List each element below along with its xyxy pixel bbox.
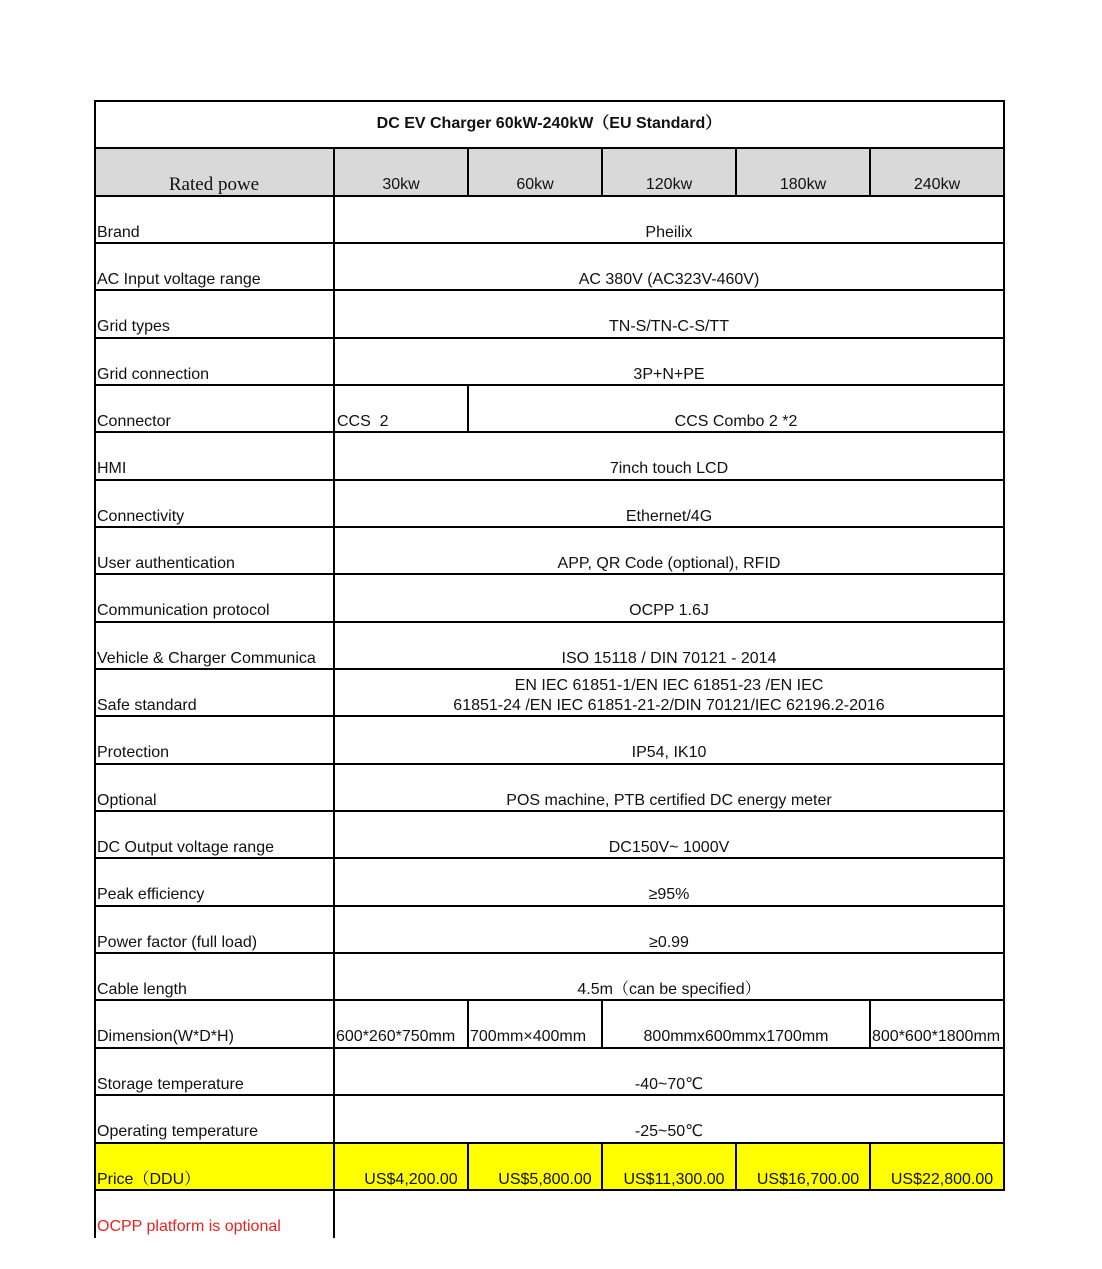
grid-line <box>94 763 1004 765</box>
row-label-power-factor: Power factor (full load) <box>97 934 258 951</box>
row-label-grid-connection: Grid connection <box>97 366 210 383</box>
grid-line <box>601 148 603 196</box>
row-label-connectivity: Connectivity <box>97 508 185 525</box>
grid-line <box>94 337 1004 339</box>
grid-line <box>94 1094 1004 1096</box>
safe-standard-line-2: 61851-24 /EN IEC 61851-21-2/DIN 70121/IEC 62196.2-2016 <box>453 697 885 714</box>
grid-line <box>467 385 469 433</box>
row-value-optional: POS machine, PTB certified DC energy meter <box>506 792 832 809</box>
grid-line <box>94 479 1004 481</box>
grid-line <box>94 100 1004 102</box>
row-value-peak-efficiency: ≥95% <box>648 886 690 903</box>
row-value-grid-connection: 3P+N+PE <box>633 366 705 383</box>
row-label-operating-temp: Operating temperature <box>97 1123 258 1140</box>
grid-line <box>333 148 335 1238</box>
power-60kw-header: 60kw <box>516 176 554 193</box>
grid-line <box>94 573 1004 575</box>
rated-power-header: Rated powe <box>168 174 260 195</box>
row-label-brand: Brand <box>97 224 140 241</box>
row-label-vehicle-comm: Vehicle & Charger Communica <box>97 650 316 667</box>
row-value-dimension-240kw: 800*600*1800mm <box>872 1028 1001 1045</box>
row-label-price: Price（DDU） <box>97 1171 201 1188</box>
row-label-grid-types: Grid types <box>97 318 170 335</box>
power-180kw-header: 180kw <box>779 176 827 193</box>
power-30kw-header: 30kw <box>382 176 420 193</box>
row-value-connector-rest: CCS Combo 2 *2 <box>674 413 798 430</box>
row-value-ac-input: AC 380V (AC323V-460V) <box>578 271 760 288</box>
ocpp-note: OCPP platform is optional <box>97 1218 281 1235</box>
grid-line <box>94 147 1004 149</box>
row-label-optional: Optional <box>97 792 157 809</box>
grid-line <box>94 668 1004 670</box>
row-label-peak-efficiency: Peak efficiency <box>97 886 205 903</box>
grid-line <box>869 1000 871 1048</box>
grid-line <box>94 195 1004 197</box>
grid-line <box>94 905 1004 907</box>
grid-line <box>94 242 1004 244</box>
row-value-comm-protocol: OCPP 1.6J <box>629 602 709 619</box>
grid-line <box>94 431 1004 433</box>
row-value-cable-length: 4.5m（can be specified） <box>577 981 761 998</box>
grid-line <box>94 1142 1004 1144</box>
row-value-dc-output: DC150V~ 1000V <box>608 839 730 856</box>
spec-table <box>94 100 1004 1238</box>
row-value-dimension-30kw: 600*260*750mm <box>336 1028 456 1045</box>
row-label-dc-output: DC Output voltage range <box>97 839 274 856</box>
power-120kw-header: 120kw <box>645 176 693 193</box>
grid-line <box>601 1143 603 1191</box>
row-value-power-factor: ≥0.99 <box>649 934 689 951</box>
grid-line <box>735 148 737 196</box>
row-value-grid-types: TN-S/TN-C-S/TT <box>609 318 729 335</box>
price-240kw: US$22,800.00 <box>890 1171 994 1188</box>
price-120kw: US$11,300.00 <box>623 1171 725 1188</box>
grid-line <box>467 148 469 196</box>
row-value-user-auth: APP, QR Code (optional), RFID <box>557 555 781 572</box>
row-label-dimension: Dimension(W*D*H) <box>97 1028 234 1045</box>
grid-line <box>1003 100 1005 1191</box>
grid-line <box>94 952 1004 954</box>
row-label-safe-standard: Safe standard <box>97 697 197 714</box>
table-title: DC EV Charger 60kW-240kW（EU Standard） <box>376 114 722 132</box>
grid-line <box>94 526 1004 528</box>
price-30kw: US$4,200.00 <box>364 1171 458 1188</box>
safe-standard-line-1: EN IEC 61851-1/EN IEC 61851-23 /EN IEC <box>514 677 824 694</box>
row-label-comm-protocol: Communication protocol <box>97 602 270 619</box>
power-240kw-header: 240kw <box>913 176 961 193</box>
row-label-cable-length: Cable length <box>97 981 187 998</box>
row-label-hmi: HMI <box>97 460 127 477</box>
price-60kw: US$5,800.00 <box>498 1171 592 1188</box>
row-value-storage-temp: -40~70℃ <box>634 1076 704 1093</box>
row-value-dimension-60kw: 700mm×400mm <box>470 1028 587 1045</box>
price-180kw: US$16,700.00 <box>756 1171 860 1188</box>
row-value-vehicle-comm: ISO 15118 / DIN 70121 - 2014 <box>561 650 777 667</box>
row-value-hmi: 7inch touch LCD <box>609 460 729 477</box>
grid-line <box>94 999 1004 1001</box>
row-value-operating-temp: -25~50℃ <box>634 1123 704 1140</box>
grid-line <box>94 100 96 1238</box>
grid-line <box>94 384 1004 386</box>
grid-line <box>869 1143 871 1191</box>
grid-line <box>869 148 871 196</box>
grid-line <box>94 857 1004 859</box>
grid-line <box>601 1000 603 1048</box>
row-label-user-auth: User authentication <box>97 555 235 572</box>
grid-line <box>467 1000 469 1048</box>
row-value-connectivity: Ethernet/4G <box>625 508 713 525</box>
row-label-storage-temp: Storage temperature <box>97 1076 244 1093</box>
grid-line <box>735 1143 737 1191</box>
row-label-protection: Protection <box>97 744 170 761</box>
row-label-ac-input: AC Input voltage range <box>97 271 261 288</box>
grid-line <box>94 621 1004 623</box>
row-value-protection: IP54, IK10 <box>631 744 707 761</box>
grid-line <box>94 289 1004 291</box>
row-label-connector: Connector <box>97 413 171 430</box>
grid-line <box>467 1143 469 1191</box>
row-value-dimension-120-180kw: 800mmx600mmx1700mm <box>643 1028 829 1045</box>
grid-line <box>94 715 1004 717</box>
row-value-connector-30kw: CCS 2 <box>337 413 389 430</box>
grid-line <box>94 810 1004 812</box>
row-value-safe-standard <box>334 669 1004 717</box>
grid-line <box>94 1189 1004 1191</box>
row-value-brand: Pheilix <box>645 224 693 241</box>
grid-line <box>94 1047 1004 1049</box>
